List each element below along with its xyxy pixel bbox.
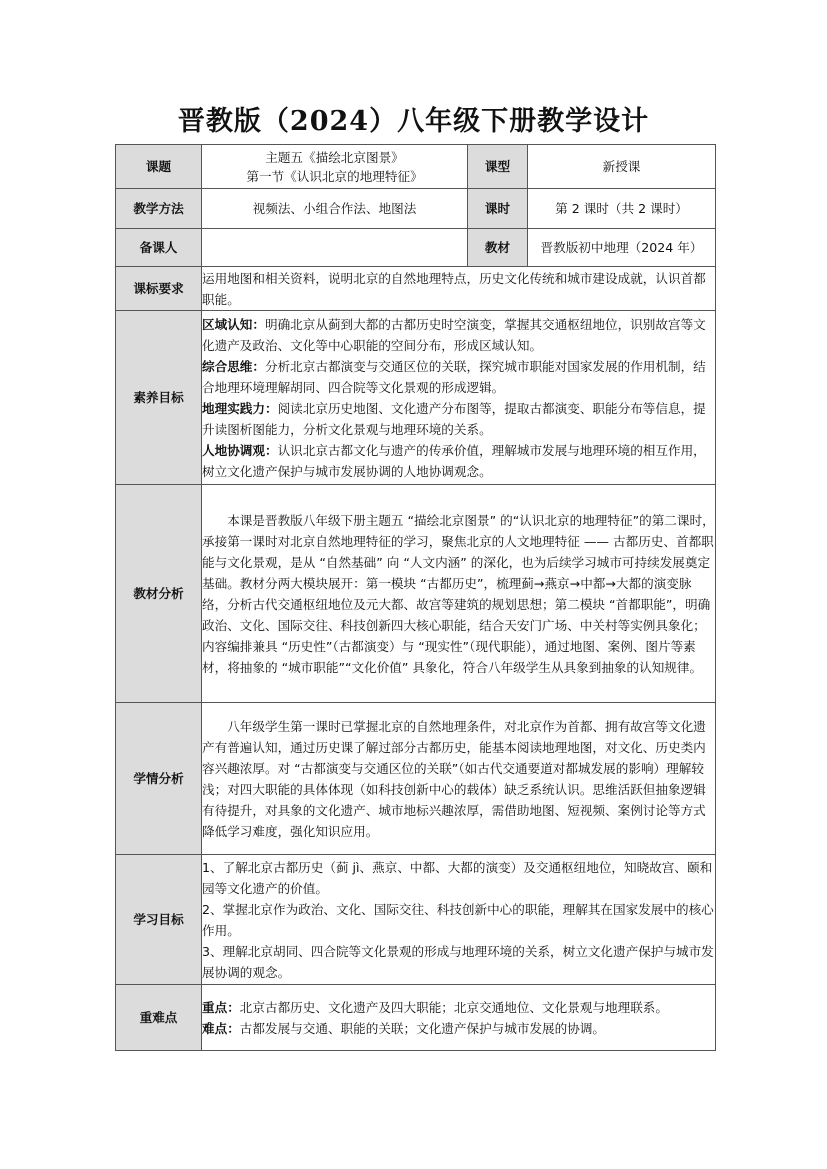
lesson-plan-table bbox=[115, 144, 716, 1051]
row-literacy bbox=[116, 311, 716, 485]
preparer-value bbox=[202, 229, 468, 267]
objectives-label: 学习目标 bbox=[116, 855, 202, 985]
row-objectives bbox=[116, 855, 716, 985]
row-method bbox=[116, 189, 716, 229]
textbook-analysis-content bbox=[202, 485, 716, 703]
literacy-label: 素养目标 bbox=[116, 311, 202, 485]
objective-item: 1、了解北京古都历史（蓟 jì、燕京、中都、大都的演变）及交通枢纽地位，知晓故宫、颐和园等文化遗产的价值。 bbox=[202, 859, 713, 896]
literacy-item-text: 认识北京古都文化与遗产的传承价值，理解城市发展与地理环境的相互作用，树立文化遗产保护与城市发展协调的人地协调观念。 bbox=[202, 442, 706, 479]
row-key-points bbox=[116, 985, 716, 1051]
period-value: 第 2 课时（共 2 课时） bbox=[528, 189, 716, 229]
period-label: 课时 bbox=[468, 189, 528, 229]
student-analysis-label: 学情分析 bbox=[116, 703, 202, 855]
standard-label: 课标要求 bbox=[116, 267, 202, 311]
difficulty-head: 难点： bbox=[202, 1020, 240, 1036]
literacy-item-text: 阅读北京历史地图、文化遗产分布图等，提取古都演变、职能分布等信息，提升读图析图能力，分析文化景观与地理环境的关系。 bbox=[202, 400, 706, 437]
textbook-analysis-label: 教材分析 bbox=[116, 485, 202, 703]
type-value: 新授课 bbox=[528, 145, 716, 189]
textbook-value: 晋教版初中地理（2024 年） bbox=[528, 229, 716, 267]
type-label: 课型 bbox=[468, 145, 528, 189]
key-points-content bbox=[202, 985, 716, 1051]
row-topic bbox=[116, 145, 716, 189]
literacy-item bbox=[202, 440, 715, 482]
row-student-analysis bbox=[116, 703, 716, 855]
literacy-item-head: 人地协调观： bbox=[202, 442, 278, 458]
document-title: 晋教版（2024）八年级下册教学设计 bbox=[177, 106, 650, 137]
student-analysis-content bbox=[202, 703, 716, 855]
literacy-item bbox=[202, 398, 715, 440]
key-point-text: 北京古都历史、文化遗产及四大职能；北京交通地位、文化景观与地理联系。 bbox=[239, 999, 668, 1015]
literacy-item bbox=[202, 314, 715, 356]
textbook-label: 教材 bbox=[468, 229, 528, 267]
topic-value bbox=[202, 145, 468, 189]
row-standard bbox=[116, 267, 716, 311]
difficulty-text: 古都发展与交通、职能的关联；文化遗产保护与城市发展的协调。 bbox=[239, 1020, 605, 1036]
topic-line-2: 第一节《认识北京的地理特征》 bbox=[246, 168, 423, 184]
standard-text: 运用地图和相关资料，说明北京的自然地理特点，历史文化传统和城市建设成就，认识首都职能。 bbox=[202, 267, 716, 311]
literacy-item-text: 明确北京从蓟到大都的古都历史时空演变，掌握其交通枢纽地位，识别故宫等文化遗产及政治、文化等中心职能的空间分布，形成区域认知。 bbox=[202, 316, 706, 353]
student-analysis-text: 八年级学生第一课时已掌握北京的自然地理条件，对北京作为首都、拥有故宫等文化遗产有普遍认知，通过历史课了解过部分古都历史，能基本阅读地理地图，对文化、历史类内容兴趣浓厚。对 “古都演变与交通区位的关联”（如古代交通要道对都城发展的影响）理解较浅；对四大职能的具体体现（如科技创新中心的载体）缺乏系统认识。思维活跃但抽象逻辑有待提升，对具象的文化遗产、城市地标兴趣浓厚，需借助地图、短视频、案例讨论等方式降低学习难度，强化知识应用。 bbox=[202, 718, 706, 839]
difficulty-point bbox=[202, 1018, 715, 1039]
key-point-head: 重点： bbox=[202, 999, 240, 1015]
objective-item: 2、掌握北京作为政治、文化、国际交往、科技创新中心的职能，理解其在国家发展中的核心作用。 bbox=[202, 901, 714, 938]
textbook-analysis-text: 本课是晋教版八年级下册主题五 “描绘北京图景” 的“认识北京的地理特征”的第二课时，承接第一课时对北京自然地理特征的学习，聚焦北京的人文地理特征 —— 古都历史、首都职能与文化景观，是从 “自然基础” 向 “人文内涵” 的深化，也为后续学习城市可持续发展奠定基础。教材分两大模块展开：第一模块 “古都历史”，梳理蓟→燕京→中都→大都的演变脉络，分析古代交通枢纽地位及元大都、故宫等建筑的规划思想；第二模块 “首都职能”，明确政治、文化、国际交往、科技创新四大核心职能，结合天安门广场、中关村等实例具象化；内容编排兼具 “历史性”（古都演变）与 “现实性”（现代职能），通过地图、案例、图片等素材，将抽象的 “城市职能”“文化价值” 具象化，符合八年级学生从具象到抽象的认知规律。 bbox=[202, 512, 715, 675]
literacy-item-head: 地理实践力： bbox=[202, 400, 278, 416]
objectives-content bbox=[202, 855, 716, 985]
row-preparer bbox=[116, 229, 716, 267]
objective-item: 3、理解北京胡同、四合院等文化景观的形成与地理环境的关系，树立文化遗产保护与城市发展协调的观念。 bbox=[202, 943, 714, 980]
topic-label: 课题 bbox=[116, 145, 202, 189]
topic-line-1: 主题五《描绘北京图景》 bbox=[265, 149, 404, 165]
preparer-label: 备课人 bbox=[116, 229, 202, 267]
literacy-item-text: 分析北京古都演变与交通区位的关联，探究城市职能对国家发展的作用机制，结合地理环境理解胡同、四合院等文化景观的形成逻辑。 bbox=[202, 358, 706, 395]
method-label: 教学方法 bbox=[116, 189, 202, 229]
literacy-item-head: 综合思维： bbox=[202, 358, 265, 374]
literacy-item-head: 区域认知： bbox=[202, 316, 265, 332]
row-textbook-analysis bbox=[116, 485, 716, 703]
literacy-content bbox=[202, 311, 716, 485]
method-value: 视频法、小组合作法、地图法 bbox=[202, 189, 468, 229]
literacy-item bbox=[202, 356, 715, 398]
key-point bbox=[202, 997, 715, 1018]
key-points-label: 重难点 bbox=[116, 985, 202, 1051]
